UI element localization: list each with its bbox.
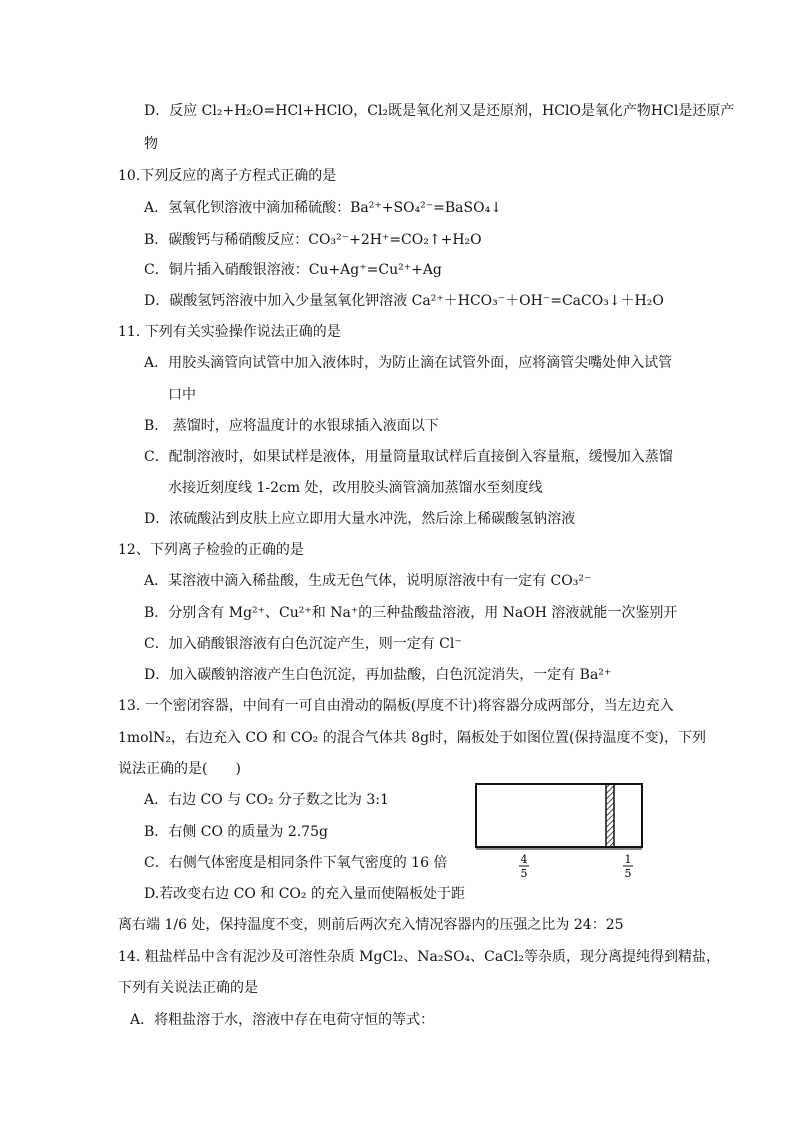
q9-option-d-line1: D．反应 Cl₂+H₂O=HCl+HClO，Cl₂既是氧化剂又是还原剂，HClO是氧化产物HCl是还原产 bbox=[144, 103, 735, 119]
sliding-partition bbox=[606, 784, 614, 847]
q13-option-c: C．右侧气体密度是相同条件下氧气密度的 16 倍 bbox=[144, 855, 448, 871]
container-outline bbox=[476, 784, 642, 847]
q14-stem-line1: 14. 粗盐样品中含有泥沙及可溶性杂质 MgCl₂、Na₂SO₄、CaCl₂等杂质，现分离提纯得到精盐， bbox=[118, 949, 721, 965]
fraction-right-denominator: 5 bbox=[624, 867, 632, 880]
q12-option-c: C．加入硝酸银溶液有白色沉淀产生，则一定有 Cl⁻ bbox=[144, 636, 462, 652]
q12-option-b: B．分别含有 Mg²⁺、Cu²⁺和 Na⁺的三种盐酸盐溶液，用 NaOH 溶液就能一次鉴别开 bbox=[144, 605, 678, 621]
q10-option-a: A．氢氧化钡溶液中滴加稀硫酸：Ba²⁺+SO₄²⁻=BaSO₄↓ bbox=[144, 200, 502, 216]
q13-option-b: B．右侧 CO 的质量为 2.75g bbox=[144, 824, 328, 840]
q10-option-d: D．碳酸氢钙溶液中加入少量氢氧化钾溶液 Ca²⁺＋HCO₃⁻＋OH⁻=CaCO₃↓＋H₂O bbox=[144, 293, 664, 309]
q11-option-c-line2: 水接近刻度线 1-2cm 处，改用胶头滴管滴加蒸馏水至刻度线 bbox=[168, 480, 543, 496]
q11-option-b: B． 蒸馏时，应将温度计的水银球插入液面以下 bbox=[144, 418, 439, 434]
q13-stem-line1: 13. 一个密闭容器，中间有一可自由滑动的隔板(厚度不计)将容器分成两部分，当左边充入 bbox=[118, 698, 674, 714]
q11-stem: 11. 下列有关实验操作说法正确的是 bbox=[118, 324, 341, 340]
q9-option-d-line2: 物 bbox=[144, 136, 158, 152]
q11-option-a-line1: A．用胶头滴管向试管中加入液体时，为防止滴在试管外面，应将滴管尖嘴处伸入试管 bbox=[144, 355, 673, 371]
q14-stem-line2: 下列有关说法正确的是 bbox=[118, 980, 258, 996]
q13-stem-line2: 1molN₂，右边充入 CO 和 CO₂ 的混合气体共 8g时，隔板处于如图位置(保持温度不变)，下列 bbox=[118, 730, 706, 746]
fraction-left-numerator: 4 bbox=[520, 853, 528, 866]
q11-option-c-line1: C．配制溶液时，如果试样是液体，用量筒量取试样后直接倒入容量瓶，缓慢加入蒸馏 bbox=[144, 449, 673, 465]
q10-option-c: C．铜片插入硝酸银溶液：Cu+Ag⁺=Cu²⁺+Ag bbox=[144, 262, 442, 278]
q12-option-a: A．某溶液中滴入稀盐酸，生成无色气体，说明原溶液中有一定有 CO₃²⁻ bbox=[144, 573, 592, 589]
q13-stem-line3: 说法正确的是( ) bbox=[118, 761, 241, 777]
q10-option-b: B．碳酸钙与稀硝酸反应：CO₃²⁻+2H⁺=CO₂↑+H₂O bbox=[144, 232, 482, 248]
q12-option-d: D．加入碳酸钠溶液产生白色沉淀，再加盐酸，白色沉淀消失，一定有 Ba²⁺ bbox=[144, 667, 612, 683]
q13-option-a: A．右边 CO 与 CO₂ 分子数之比为 3:1 bbox=[144, 792, 389, 808]
q11-option-a-line2: 口中 bbox=[168, 387, 196, 403]
q11-option-d: D．浓硫酸沾到皮肤上应立即用大量水冲洗，然后涂上稀碳酸氢钠溶液 bbox=[144, 511, 576, 527]
q10-stem: 10.下列反应的离子方程式正确的是 bbox=[118, 168, 337, 184]
q13-option-d-line2: 离右端 1/6 处，保持温度不变，则前后两次充入情况容器内的压强之比为 24：25 bbox=[118, 917, 624, 933]
fraction-left-denominator: 5 bbox=[520, 867, 528, 880]
q14-option-a: A．将粗盐溶于水，溶液中存在电荷守恒的等式： bbox=[130, 1012, 435, 1028]
q13-option-d-line1: D.若改变右边 CO 和 CO₂ 的充入量而使隔板处于距 bbox=[144, 886, 465, 902]
q12-stem: 12、下列离子检验的正确的是 bbox=[118, 542, 304, 558]
fraction-right-numerator: 1 bbox=[624, 853, 632, 866]
container-partition-diagram bbox=[472, 780, 672, 880]
